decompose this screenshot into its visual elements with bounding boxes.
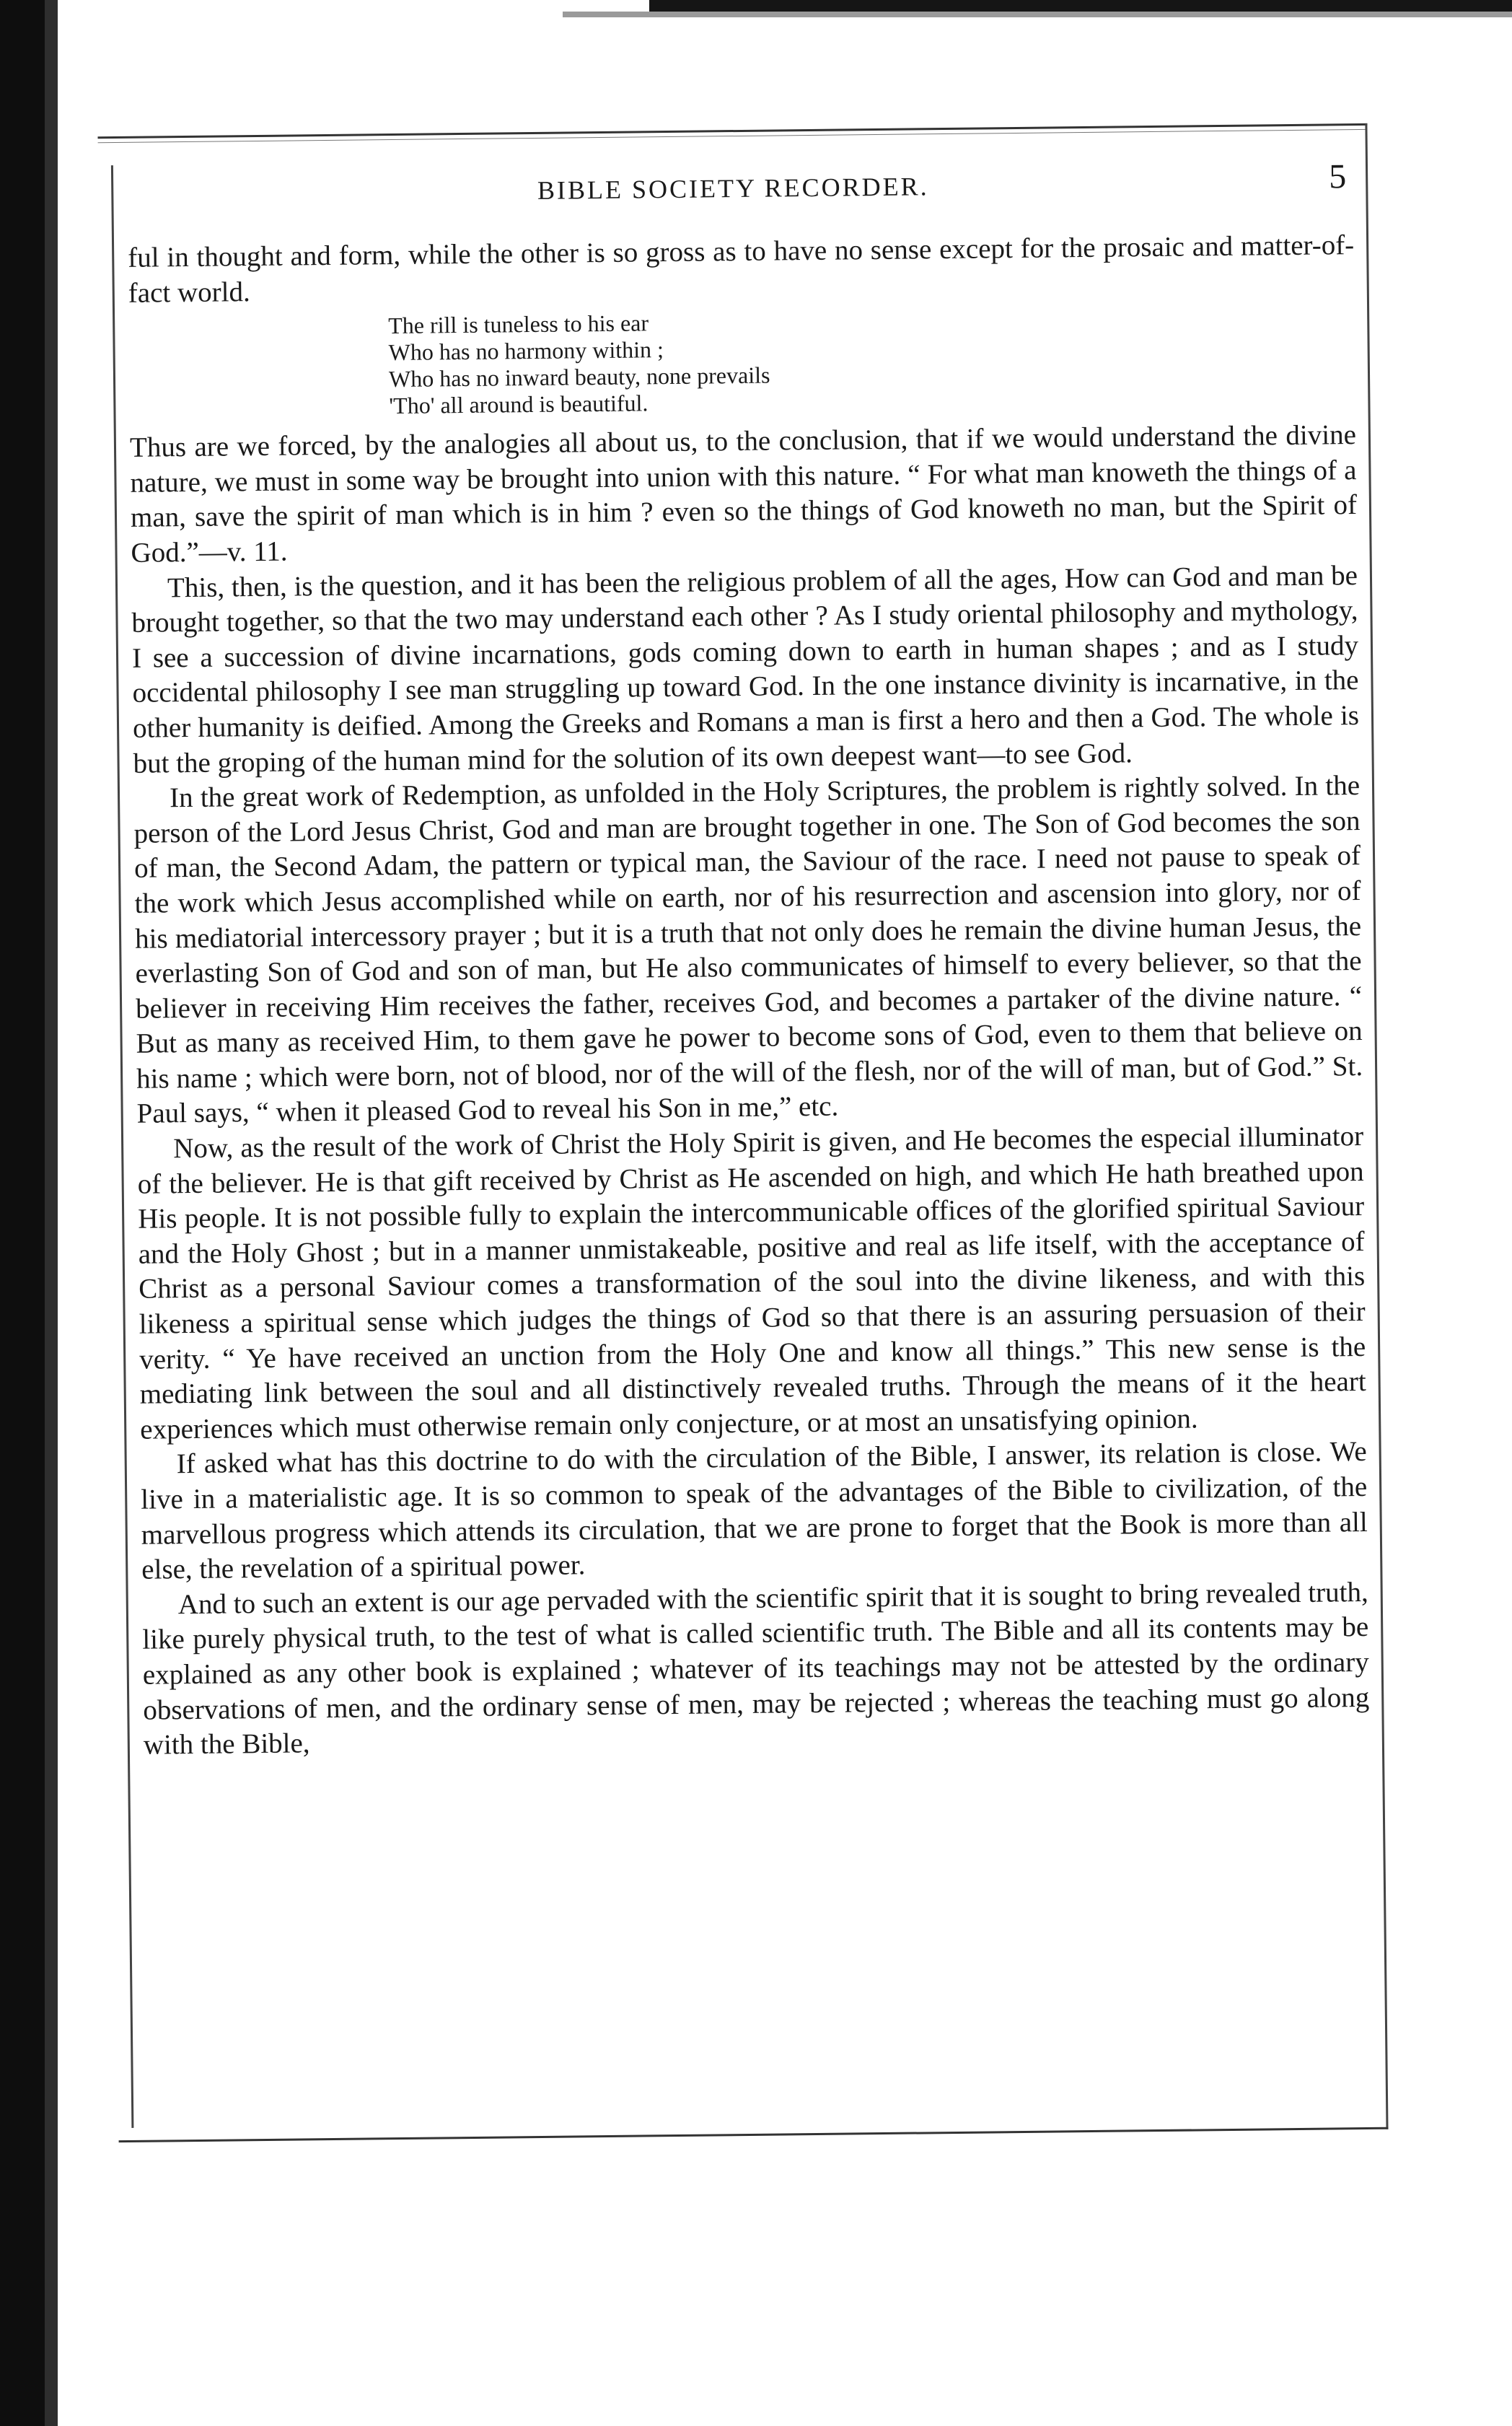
paragraph: And to such an extent is our age pervaded with the scientific spirit that it is sought to bring revealed truth, like purely physical truth, to the test of what is called scientific truth. The Bible and all its contents may be explained as any other book is explained ; whatever of its teachings may not be attested by the ordinary observations of men, and the ordinary sense of men, may be rejected ; whereas the teaching must go along with the Bible,: [142, 1576, 1370, 1761]
running-header: [98, 157, 1368, 223]
paragraph: Now, as the result of the work of Christ the Holy Spirit is given, and He becomes the especial illuminator of the believer. He is that gift received by Christ as He ascended on high, and which He hath breathed upon His people. It is not possible fully to explain the intercommunicable offices of the glorified spiritual Saviour and the Holy Ghost ; but in a manner unmistakeable, positive and real as life itself, with the acceptance of Christ as a personal Saviour comes a transformation of the soul into the divine likeness, and with this likeness a spiritual sense which judges the things of God so that there is an assuring persuasion of their verity. “ Ye have received an unction from the Holy One and know all things.” This new sense is the mediating link between the soul and all distinctively revealed truths. Through the means of it the heart experiences which must otherwise remain only conjecture, or at most an unsatisfying opinion.: [137, 1121, 1366, 1445]
verse-line: Who has no inward beauty, none prevails: [388, 362, 770, 393]
paragraph: If asked what has this doctrine to do with the circulation of the Bible, I answer, its relation is close. We live in a materialistic age. It is so common to speak of the advantages of the Bible to civilization, of the marvellous progress which attends its circulation, that we are prone to forget that the Book is more than all else, the revelation of a spiritual power.: [141, 1436, 1368, 1585]
article-body: [128, 228, 1370, 1763]
running-title: BIBLE SOCIETY RECORDER.: [537, 172, 929, 205]
paragraph-continuation: ful in thought and form, while the other is so gross as to have no sense except for the prosaic and matter-of-fact world.: [128, 229, 1355, 309]
printed-page: [97, 123, 1388, 2142]
verse-quotation: [388, 302, 1355, 419]
verse-line: Who has no harmony within ;: [388, 336, 664, 366]
scan-edge-top: [649, 0, 1512, 12]
scan-edge-left-shadow: [45, 0, 58, 2426]
scan-edge-left: [0, 0, 45, 2426]
verse-line: 'Tho' all around is beautiful.: [389, 390, 649, 419]
bottom-rule: [119, 2127, 1389, 2142]
verse-line: The rill is tuneless to his ear: [388, 310, 649, 339]
paragraph: This, then, is the question, and it has been the religious problem of all the ages, How can God and man be brought together, so that the two may understand each other ? As I study oriental philosophy and mythology, I see a succession of divine incarnations, gods coming down to earth in human shapes ; and as I study occidental philosophy I see man struggling up toward God. In the one instance divinity is incarnative, in the other humanity is deified. Among the Greeks and Romans a man is first a hero and then a God. The whole is but the groping of the human mind for the solution of its own deepest want—to see God.: [131, 559, 1360, 779]
page-number: 5: [1328, 157, 1347, 196]
paragraph: In the great work of Redemption, as unfolded in the Holy Scriptures, the problem is rightly solved. In the person of the Lord Jesus Christ, God and man are brought together in one. The Son of God becomes the son of man, the Second Adam, the pattern or typical man, the Saviour of the race. I need not pause to speak of the work which Jesus accomplished while on earth, nor of his resurrection and ascension into glory, nor of his mediatorial intercessory prayer ; but it is a truth that not only does he remain the divine human Jesus, the everlasting Son of God and son of man, but He also communicates of himself to every believer, so that the believer in receiving Him receives the father, receives God, and becomes a partaker of the divine nature. “ But as many as received Him, to them gave he power to become sons of God, even to them that believe on his name ; which were born, not of blood, nor of the will of the flesh, nor of the will of man, but of God.” St. Paul says, “ when it pleased God to reveal his Son in me,” etc.: [133, 770, 1363, 1130]
scan-edge-top-shadow: [563, 12, 1512, 17]
right-border-rule: [1365, 123, 1388, 2129]
paragraph: Thus are we forced, by the analogies all about us, to the conclusion, that if we would understand the divine nature, we must in some way be brought into union with this nature. “ For what man knoweth the things of a man, save the spirit of man which is in him ? even so the things of God knoweth no man, but the Spirit of God.”—v. 11.: [129, 419, 1358, 569]
